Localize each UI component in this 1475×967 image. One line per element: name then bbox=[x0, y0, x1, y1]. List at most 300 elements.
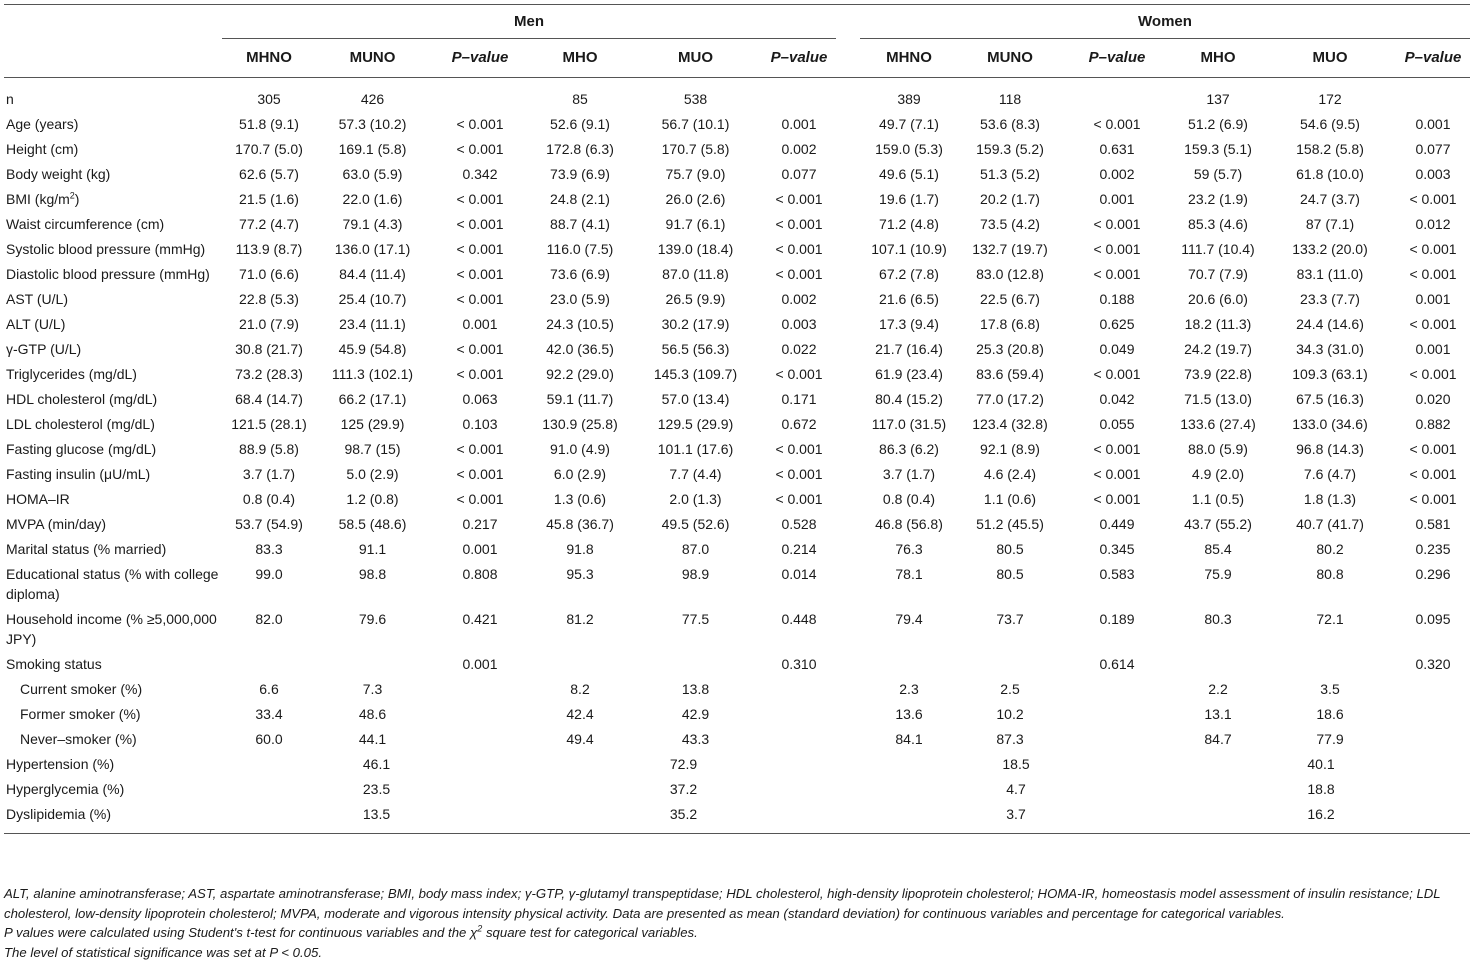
cell-muo-women: 23.3 (7.7) bbox=[1300, 291, 1360, 307]
cell-muno-women: 73.7 bbox=[996, 611, 1024, 627]
row-label: Never–smoker (%) bbox=[20, 731, 137, 747]
cell-mhno-men: 51.8 (9.1) bbox=[239, 116, 299, 132]
cell-mho-men: 73.9 (6.9) bbox=[550, 166, 610, 182]
cell-mho-men: 85 bbox=[572, 91, 588, 107]
cell-pvalue-women-2: 0.012 bbox=[1415, 216, 1451, 232]
cell-muno-women: 2.5 bbox=[1000, 681, 1020, 697]
cell-pvalue-women-2: 0.020 bbox=[1415, 391, 1451, 407]
cell-mhno-men: 121.5 (28.1) bbox=[231, 416, 307, 432]
gap-cell bbox=[836, 312, 860, 337]
cell-mho-women: 2.2 bbox=[1208, 681, 1228, 697]
gap-cell bbox=[836, 262, 860, 287]
cell-mhno-men: 60.0 bbox=[255, 731, 283, 747]
column-header-mho-men: MHO bbox=[531, 39, 629, 78]
cell-muno-women: 77.0 (17.2) bbox=[976, 391, 1044, 407]
cell-pvalue-women-1: < 0.001 bbox=[1093, 266, 1141, 282]
group-header-row bbox=[4, 5, 1470, 39]
cell-muo-women: 24.7 (3.7) bbox=[1300, 191, 1360, 207]
cell-muno-women: 132.7 (19.7) bbox=[972, 241, 1048, 257]
gap-cell bbox=[836, 362, 860, 387]
cell-pvalue-women-2 bbox=[1396, 727, 1470, 752]
cell-pvalue-men-1 bbox=[429, 677, 531, 702]
gap-cell bbox=[836, 137, 860, 162]
footnote-significance: The level of statistical significance was set at P < 0.05. bbox=[4, 944, 322, 960]
merged-cell-women-mhno-vs-muno: 3.7 bbox=[1006, 806, 1026, 822]
cell-muo-men: 75.7 (9.0) bbox=[665, 166, 726, 182]
cell-muno-women: 80.5 bbox=[996, 566, 1024, 582]
cell-pvalue-men-1: 0.063 bbox=[462, 391, 498, 407]
cell-muno-women: 17.8 (6.8) bbox=[980, 316, 1040, 332]
gap-cell bbox=[836, 287, 860, 312]
cell-muo-men: 2.0 (1.3) bbox=[669, 491, 722, 507]
cell-muno-men: 57.3 (10.2) bbox=[338, 116, 407, 132]
cell-pvalue-men-1: < 0.001 bbox=[456, 116, 504, 132]
row-label: AST (U/L) bbox=[6, 291, 68, 307]
cell-muno-women: 25.3 (20.8) bbox=[976, 341, 1044, 357]
cell-muno-men: 98.7 (15) bbox=[344, 441, 401, 457]
header-gap-cell bbox=[836, 5, 860, 39]
merged-cell-men-mhno-vs-muno: 23.5 bbox=[362, 781, 391, 797]
cell-pvalue-women-2: 0.077 bbox=[1415, 141, 1451, 157]
cell-muno-women: 73.5 (4.2) bbox=[980, 216, 1040, 232]
merged-cell-men-mhno-vs-muno: 13.5 bbox=[362, 806, 391, 822]
row-label: Former smoker (%) bbox=[20, 706, 141, 722]
cell-muo-women: 96.8 (14.3) bbox=[1296, 441, 1364, 457]
cell-muo-men: 26.5 (9.9) bbox=[665, 291, 726, 307]
cell-muo-women: 87 (7.1) bbox=[1305, 216, 1355, 232]
cell-pvalue-women-1: < 0.001 bbox=[1093, 116, 1141, 132]
cell-pvalue-women-1: 0.345 bbox=[1099, 541, 1135, 557]
cell-mhno-men bbox=[222, 652, 316, 677]
row-label: LDL cholesterol (mg/dL) bbox=[6, 416, 155, 432]
cell-muo-men: 13.8 bbox=[681, 681, 710, 697]
cell-muno-women: 22.5 (6.7) bbox=[980, 291, 1040, 307]
column-header-gap bbox=[836, 39, 860, 78]
cell-pvalue-women-2: 0.235 bbox=[1415, 541, 1451, 557]
cell-pvalue-women-1: < 0.001 bbox=[1093, 466, 1141, 482]
merged-cell-women-mhno-vs-muno: 4.7 bbox=[1006, 781, 1026, 797]
cell-muo-men: 139.0 (18.4) bbox=[657, 241, 734, 257]
cell-muo-women: 61.8 (10.0) bbox=[1296, 166, 1364, 182]
cell-pvalue-women-1 bbox=[1062, 677, 1172, 702]
merged-row bbox=[4, 752, 1470, 777]
cell-muno-men: 1.2 (0.8) bbox=[346, 491, 399, 507]
cell-pvalue-women-1: 0.189 bbox=[1099, 611, 1135, 627]
table-row bbox=[4, 78, 1470, 113]
row-label: n bbox=[6, 91, 14, 107]
cell-pvalue-women-1: 0.188 bbox=[1099, 291, 1135, 307]
cell-muo-women: 24.4 (14.6) bbox=[1296, 316, 1364, 332]
row-label: ALT (U/L) bbox=[6, 316, 66, 332]
characteristics-table bbox=[4, 4, 1470, 834]
cell-mhno-women: 159.0 (5.3) bbox=[875, 141, 943, 157]
cell-pvalue-men-1: < 0.001 bbox=[456, 266, 504, 282]
row-label: Waist circumference (cm) bbox=[6, 216, 165, 232]
column-header-muno-women: MUNO bbox=[958, 39, 1062, 78]
cell-mhno-women: 86.3 (6.2) bbox=[879, 441, 939, 457]
gap-cell bbox=[836, 162, 860, 187]
cell-muo-men: 30.2 (17.9) bbox=[661, 316, 730, 332]
cell-muo-men: 145.3 (109.7) bbox=[653, 366, 738, 382]
gap-cell bbox=[836, 777, 860, 802]
cell-mhno-men: 30.8 (21.7) bbox=[235, 341, 303, 357]
cell-mhno-men: 305 bbox=[257, 91, 281, 107]
cell-pvalue-women-2: 0.001 bbox=[1415, 291, 1451, 307]
cell-mhno-women: 19.6 (1.7) bbox=[879, 191, 939, 207]
cell-pvalue-men-2: < 0.001 bbox=[775, 191, 823, 207]
row-label: Dyslipidemia (%) bbox=[6, 806, 112, 822]
cell-mho-men: 45.8 (36.7) bbox=[546, 516, 614, 532]
cell-muo-women: 77.9 bbox=[1316, 731, 1344, 747]
cell-pvalue-women-2: < 0.001 bbox=[1409, 191, 1457, 207]
cell-pvalue-men-1 bbox=[429, 78, 531, 113]
cell-mho-men: 42.0 (36.5) bbox=[546, 341, 614, 357]
row-label: BMI $(kg/m^2)$ bbox=[6, 190, 80, 207]
cell-mhno-women: 21.6 (6.5) bbox=[879, 291, 939, 307]
cell-muo-men: 538 bbox=[683, 91, 708, 107]
cell-muo-women: 158.2 (5.8) bbox=[1296, 141, 1364, 157]
cell-mhno-men: 33.4 bbox=[255, 706, 283, 722]
cell-pvalue-men-1: 0.001 bbox=[462, 656, 498, 672]
header-empty-cell bbox=[4, 5, 222, 39]
cell-pvalue-women-2: < 0.001 bbox=[1409, 491, 1457, 507]
cell-muo-men: 42.9 bbox=[681, 706, 710, 722]
table-row bbox=[4, 162, 1470, 187]
cell-muo-women: 133.2 (20.0) bbox=[1292, 241, 1368, 257]
cell-mhno-men: 53.7 (54.9) bbox=[235, 516, 303, 532]
table-row bbox=[4, 287, 1470, 312]
cell-pvalue-women-1: 0.002 bbox=[1099, 166, 1135, 182]
cell-mhno-men: 68.4 (14.7) bbox=[235, 391, 303, 407]
row-label: Age (years) bbox=[6, 116, 79, 132]
cell-mhno-women: 0.8 (0.4) bbox=[882, 491, 936, 507]
cell-mhno-women: 107.1 (10.9) bbox=[871, 241, 947, 257]
table-row bbox=[4, 387, 1470, 412]
cell-mho-men: 81.2 bbox=[566, 611, 594, 627]
cell-pvalue-men-2: 0.014 bbox=[781, 566, 817, 582]
cell-mhno-women: 78.1 bbox=[895, 566, 923, 582]
cell-muo-women: 83.1 (11.0) bbox=[1296, 266, 1364, 282]
cell-pvalue-women-2: 0.882 bbox=[1415, 416, 1451, 432]
cell-muo-men: 87.0 (11.8) bbox=[662, 266, 729, 282]
cell-mho-men: 8.2 bbox=[570, 681, 590, 697]
merged-cell-women-mho-vs-muo: 40.1 bbox=[1307, 756, 1335, 772]
cell-pvalue-men-1: < 0.001 bbox=[456, 341, 504, 357]
column-header-pvalue-men-1: P–value bbox=[429, 39, 531, 78]
merged-cell-men-mhno-vs-muno: 46.1 bbox=[362, 756, 391, 772]
cell-mhno-men: 88.9 (5.8) bbox=[239, 441, 299, 457]
cell-muno-men: 22.0 (1.6) bbox=[342, 191, 403, 207]
cell-pvalue-women-1: 0.614 bbox=[1099, 656, 1135, 672]
merged-cell-men-mho-vs-muo: 72.9 bbox=[669, 756, 698, 772]
cell-mho-men: 24.8 (2.1) bbox=[550, 191, 610, 207]
cell-muno-women: 83.0 (12.8) bbox=[976, 266, 1044, 282]
cell-pvalue-women-1: < 0.001 bbox=[1093, 216, 1141, 232]
table-footnotes bbox=[4, 884, 1466, 962]
table-row bbox=[4, 727, 1470, 752]
cell-mhno-women: 17.3 (9.4) bbox=[879, 316, 939, 332]
cell-muno-women: 123.4 (32.8) bbox=[972, 416, 1048, 432]
column-header-mhno-men: MHNO bbox=[222, 39, 316, 78]
cell-pvalue-women-2: < 0.001 bbox=[1409, 366, 1457, 382]
cell-mhno-women: 117.0 (31.5) bbox=[871, 416, 947, 432]
cell-mhno-men: 77.2 (4.7) bbox=[239, 216, 299, 232]
row-label: HOMA–IR bbox=[6, 491, 70, 507]
table-row bbox=[4, 337, 1470, 362]
row-label: MVPA (min/day) bbox=[6, 516, 107, 532]
cell-muo-men: 77.5 bbox=[681, 611, 710, 627]
cell-mhno-women: 13.6 bbox=[895, 706, 923, 722]
cell-muno-women: 51.2 (45.5) bbox=[976, 516, 1044, 532]
cell-mhno-men: 113.9 (8.7) bbox=[235, 241, 303, 257]
cell-pvalue-men-1: < 0.001 bbox=[456, 216, 504, 232]
column-header-mho-women: MHO bbox=[1172, 39, 1264, 78]
cell-mhno-men: 73.2 (28.3) bbox=[235, 366, 303, 382]
cell-muno-women: 80.5 bbox=[996, 541, 1024, 557]
cell-pvalue-women-2: < 0.001 bbox=[1409, 441, 1457, 457]
cell-muo-men: 26.0 (2.6) bbox=[665, 191, 726, 207]
table-row bbox=[4, 702, 1470, 727]
cell-muno-women: 83.6 (59.4) bbox=[976, 366, 1044, 382]
gap-cell bbox=[836, 802, 860, 834]
gap-cell bbox=[836, 412, 860, 437]
table-row bbox=[4, 537, 1470, 562]
cell-muo-women: 18.6 bbox=[1316, 706, 1344, 722]
merged-cell-women-mho-vs-muo: 18.8 bbox=[1307, 781, 1335, 797]
cell-pvalue-women-1: 0.055 bbox=[1099, 416, 1135, 432]
table-row bbox=[4, 677, 1470, 702]
cell-pvalue-women-2: 0.003 bbox=[1415, 166, 1451, 182]
cell-muno-men: 111.3 (102.1) bbox=[331, 366, 414, 382]
table-row bbox=[4, 607, 1470, 652]
gap-cell bbox=[836, 387, 860, 412]
cell-pvalue-men-2: < 0.001 bbox=[775, 366, 823, 382]
cell-muno-men: 98.8 bbox=[358, 566, 387, 582]
cell-pvalue-men-1: 0.217 bbox=[462, 516, 498, 532]
cell-muno-men: 48.6 bbox=[358, 706, 387, 722]
cell-pvalue-men-2 bbox=[762, 78, 836, 113]
cell-mho-men: 91.8 bbox=[566, 541, 594, 557]
gap-cell bbox=[836, 337, 860, 362]
cell-mhno-women: 76.3 bbox=[895, 541, 923, 557]
cell-pvalue-men-1: 0.103 bbox=[462, 416, 498, 432]
cell-muno-men bbox=[316, 652, 429, 677]
cell-pvalue-men-2: < 0.001 bbox=[775, 466, 823, 482]
cell-mho-women: 59 (5.7) bbox=[1193, 166, 1243, 182]
cell-pvalue-men-2: 0.672 bbox=[781, 416, 817, 432]
cell-pvalue-men-1: < 0.001 bbox=[456, 441, 504, 457]
column-header-muo-women: MUO bbox=[1264, 39, 1396, 78]
table-row bbox=[4, 312, 1470, 337]
gap-cell bbox=[836, 752, 860, 777]
cell-mhno-men: 21.0 (7.9) bbox=[239, 316, 299, 332]
cell-mho-women: 85.3 (4.6) bbox=[1188, 216, 1248, 232]
gap-cell bbox=[836, 78, 860, 113]
cell-muno-men: 426 bbox=[360, 91, 385, 107]
table-row bbox=[4, 562, 1470, 607]
cell-pvalue-women-2: < 0.001 bbox=[1409, 241, 1457, 257]
cell-mhno-men: 99.0 bbox=[255, 566, 283, 582]
merged-cell-men-mho-vs-muo: 37.2 bbox=[669, 781, 698, 797]
table-row bbox=[4, 262, 1470, 287]
gap-cell bbox=[836, 112, 860, 137]
cell-pvalue-men-2: 0.022 bbox=[781, 341, 817, 357]
cell-pvalue-women-1: 0.631 bbox=[1099, 141, 1135, 157]
gap-cell bbox=[836, 727, 860, 752]
cell-pvalue-women-1: 0.583 bbox=[1099, 566, 1135, 582]
cell-pvalue-men-1: 0.001 bbox=[462, 316, 498, 332]
cell-pvalue-men-2: 0.002 bbox=[781, 141, 817, 157]
cell-mho-women: 133.6 (27.4) bbox=[1180, 416, 1256, 432]
table-row bbox=[4, 187, 1470, 212]
cell-mho-men: 49.4 bbox=[566, 731, 594, 747]
cell-pvalue-men-1: < 0.001 bbox=[456, 466, 504, 482]
row-label: Systolic blood pressure (mmHg) bbox=[6, 241, 206, 257]
row-label: Triglycerides (mg/dL) bbox=[6, 366, 137, 382]
cell-mho-men: 116.0 (7.5) bbox=[546, 241, 614, 257]
row-label: γ-GTP (U/L) bbox=[6, 341, 82, 357]
cell-pvalue-men-2 bbox=[762, 677, 836, 702]
merged-cell-women-mhno-vs-muno: 18.5 bbox=[1002, 756, 1030, 772]
cell-pvalue-men-2: < 0.001 bbox=[775, 266, 823, 282]
cell-muno-women: 51.3 (5.2) bbox=[980, 166, 1040, 182]
cell-mhno-men: 0.8 (0.4) bbox=[242, 491, 296, 507]
cell-mho-men: 1.3 (0.6) bbox=[553, 491, 607, 507]
row-label: Fasting insulin (μU/mL) bbox=[6, 466, 151, 482]
cell-mho-women: 13.1 bbox=[1204, 706, 1232, 722]
table-row bbox=[4, 112, 1470, 137]
cell-pvalue-men-2 bbox=[762, 727, 836, 752]
cell-mho-women: 73.9 (22.8) bbox=[1184, 366, 1252, 382]
gap-cell bbox=[836, 437, 860, 462]
cell-mhno-men: 71.0 (6.6) bbox=[239, 266, 299, 282]
cell-pvalue-women-2 bbox=[1396, 702, 1470, 727]
cell-muo-women: 54.6 (9.5) bbox=[1300, 116, 1360, 132]
cell-pvalue-men-1: < 0.001 bbox=[456, 291, 504, 307]
cell-mho-men: 59.1 (11.7) bbox=[546, 391, 614, 407]
cell-muno-men: 25.4 (10.7) bbox=[338, 291, 407, 307]
cell-mho-women: 70.7 (7.9) bbox=[1188, 266, 1248, 282]
cell-muo-men: 101.1 (17.6) bbox=[657, 441, 734, 457]
cell-pvalue-men-2: 0.171 bbox=[781, 391, 817, 407]
cell-muo-women: 67.5 (16.3) bbox=[1296, 391, 1364, 407]
cell-mhno-men: 3.7 (1.7) bbox=[242, 466, 296, 482]
cell-mho-women: 4.9 (2.0) bbox=[1191, 466, 1245, 482]
row-label: Hyperglycemia (%) bbox=[6, 781, 125, 797]
group-men-header: Men bbox=[222, 5, 836, 39]
cell-muno-men: 45.9 (54.8) bbox=[338, 341, 407, 357]
cell-mho-men: 130.9 (25.8) bbox=[542, 416, 618, 432]
table-row bbox=[4, 652, 1470, 677]
cell-mho-women: 1.1 (0.5) bbox=[1191, 491, 1245, 507]
group-women-header: Women bbox=[860, 5, 1470, 39]
cell-muo-women: 72.1 bbox=[1316, 611, 1344, 627]
cell-pvalue-men-1: < 0.001 bbox=[456, 141, 504, 157]
cell-muno-men: 23.4 (11.1) bbox=[339, 316, 406, 332]
row-label: Diastolic blood pressure (mmHg) bbox=[6, 266, 210, 282]
cell-mhno-women: 80.4 (15.2) bbox=[875, 391, 943, 407]
cell-muno-men: 7.3 bbox=[362, 681, 383, 697]
cell-muno-men: 58.5 (48.6) bbox=[338, 516, 407, 532]
cell-mhno-women: 46.8 (56.8) bbox=[875, 516, 943, 532]
cell-pvalue-men-1: < 0.001 bbox=[456, 491, 504, 507]
cell-mho-women: 84.7 bbox=[1204, 731, 1232, 747]
cell-muo-women: 1.8 (1.3) bbox=[1303, 491, 1357, 507]
cell-pvalue-men-2: 0.001 bbox=[781, 116, 817, 132]
merged-cell-men-mho-vs-muo: 35.2 bbox=[669, 806, 698, 822]
cell-pvalue-women-1: 0.042 bbox=[1099, 391, 1135, 407]
cell-muo-women: 133.0 (34.6) bbox=[1292, 416, 1368, 432]
row-label: Fasting glucose (mg/dL) bbox=[6, 441, 157, 457]
footnote-tests: P values were calculated using Student's t-test for continuous variables and the $\chi^2$ square test for categorical variables. bbox=[4, 923, 698, 940]
column-header-pvalue-women-2: P–value bbox=[1396, 39, 1470, 78]
cell-mhno-men: 62.6 (5.7) bbox=[239, 166, 299, 182]
cell-muno-men: 63.0 (5.9) bbox=[342, 166, 403, 182]
cell-pvalue-men-2: 0.310 bbox=[781, 656, 817, 672]
cell-mhno-women: 71.2 (4.8) bbox=[879, 216, 939, 232]
cell-muno-women: 10.2 bbox=[996, 706, 1024, 722]
column-header-row bbox=[4, 39, 1470, 78]
cell-pvalue-women-1: 0.049 bbox=[1099, 341, 1135, 357]
cell-mho-men: 6.0 (2.9) bbox=[553, 466, 607, 482]
cell-pvalue-women-2: < 0.001 bbox=[1409, 466, 1457, 482]
gap-cell bbox=[836, 487, 860, 512]
cell-muno-women: 159.3 (5.2) bbox=[976, 141, 1044, 157]
cell-muo-women: 172 bbox=[1318, 91, 1342, 107]
cell-pvalue-women-2: 0.001 bbox=[1415, 116, 1451, 132]
gap-cell bbox=[836, 702, 860, 727]
cell-muno-women: 4.6 (2.4) bbox=[983, 466, 1037, 482]
cell-muno-men: 136.0 (17.1) bbox=[334, 241, 411, 257]
cell-muno-men: 79.1 (4.3) bbox=[342, 216, 403, 232]
cell-pvalue-women-2: < 0.001 bbox=[1409, 316, 1457, 332]
gap-cell bbox=[836, 187, 860, 212]
cell-pvalue-women-1: < 0.001 bbox=[1093, 441, 1141, 457]
cell-muo-men: 49.5 (52.6) bbox=[661, 516, 730, 532]
cell-mhno-women: 67.2 (7.8) bbox=[879, 266, 939, 282]
cell-muo-men: 56.7 (10.1) bbox=[661, 116, 730, 132]
cell-mho-women: 80.3 bbox=[1204, 611, 1232, 627]
cell-pvalue-women-2: 0.320 bbox=[1415, 656, 1451, 672]
row-label: Marital status (% married) bbox=[6, 541, 167, 557]
cell-mhno-women: 2.3 bbox=[899, 681, 919, 697]
cell-pvalue-men-1: < 0.001 bbox=[456, 366, 504, 382]
cell-pvalue-women-1: < 0.001 bbox=[1093, 366, 1141, 382]
cell-mho-women: 20.6 (6.0) bbox=[1188, 291, 1248, 307]
cell-muno-women: 1.1 (0.6) bbox=[983, 491, 1037, 507]
cell-muno-women bbox=[958, 652, 1062, 677]
gap-cell bbox=[836, 607, 860, 652]
column-header-pvalue-men-2: P–value bbox=[762, 39, 836, 78]
cell-mho-women: 75.9 bbox=[1204, 566, 1232, 582]
cell-pvalue-men-1: 0.342 bbox=[462, 166, 498, 182]
cell-muo-men: 56.5 (56.3) bbox=[661, 341, 730, 357]
table-row bbox=[4, 237, 1470, 262]
cell-mhno-men: 170.7 (5.0) bbox=[235, 141, 303, 157]
cell-pvalue-men-1: 0.421 bbox=[462, 611, 498, 627]
cell-muo-men bbox=[629, 652, 762, 677]
cell-muo-men: 57.0 (13.4) bbox=[661, 391, 730, 407]
cell-muo-women: 34.3 (31.0) bbox=[1296, 341, 1364, 357]
cell-pvalue-women-1: 0.001 bbox=[1099, 191, 1135, 207]
cell-pvalue-men-2: < 0.001 bbox=[775, 241, 823, 257]
cell-muno-men: 84.4 (11.4) bbox=[339, 266, 406, 282]
cell-pvalue-women-2: < 0.001 bbox=[1409, 266, 1457, 282]
cell-muno-men: 44.1 bbox=[358, 731, 387, 747]
cell-pvalue-men-2: 0.002 bbox=[781, 291, 817, 307]
row-label: Current smoker (%) bbox=[20, 681, 143, 697]
cell-muo-women: 109.3 (63.1) bbox=[1292, 366, 1368, 382]
